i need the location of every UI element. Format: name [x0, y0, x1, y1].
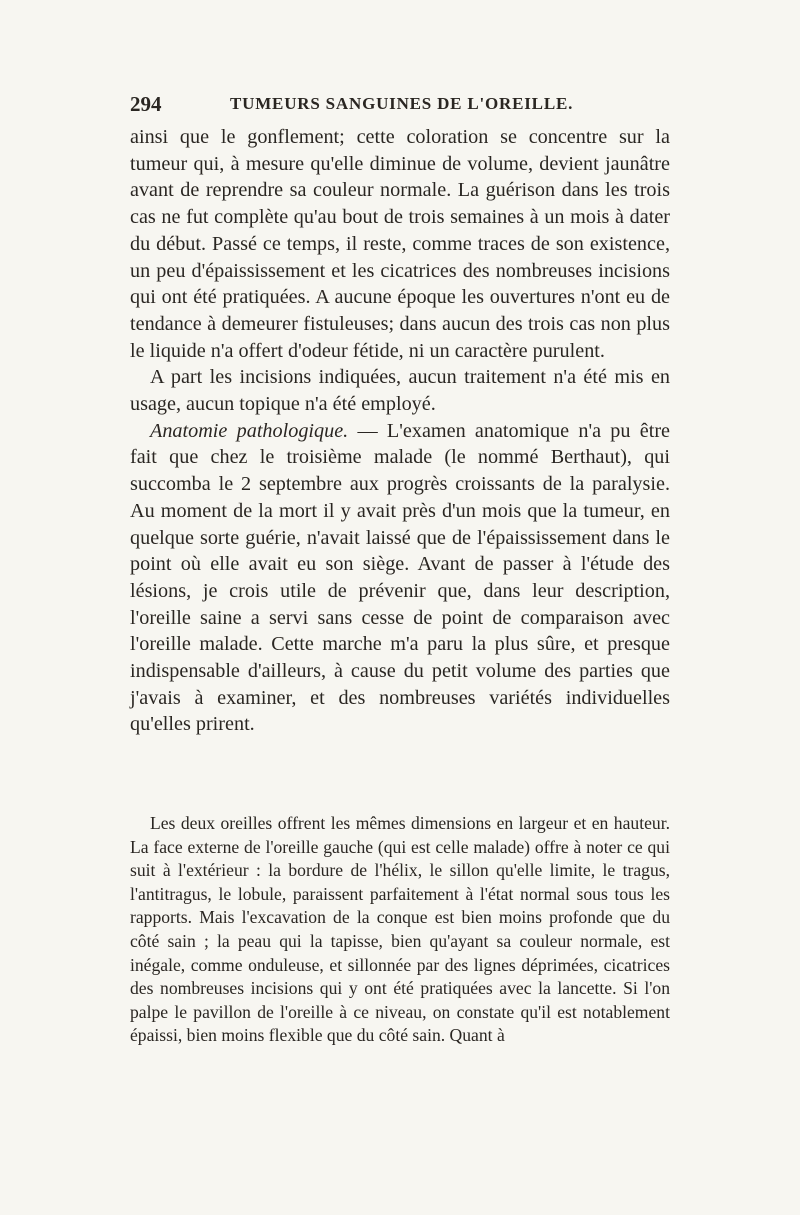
main-text — [130, 124, 670, 738]
page-header — [130, 92, 675, 122]
page-number: 294 — [130, 92, 162, 116]
section-heading-anatomie: Anatomie pathologique. — [150, 419, 349, 442]
paragraph-2: A part les incisions indiquées, aucun traitement n'a été mis en usage, aucun topique n'a été employé. — [130, 366, 670, 416]
paragraph-3 — [130, 418, 670, 738]
paragraph-1: ainsi que le gonflement; cette coloration se concentre sur la tumeur qui, à mesure qu'elle diminue de volume, devient jaunâtre avant de reprendre sa couleur normale. La guérison dans les trois cas ne fut complète qu'au bout de trois semaines à un mois à dater du début. Passé ce temps, il reste, comme traces de son existence, un peu d'épaississement et les cicatrices des nombreuses incisions qui ont été pratiquées. A aucune époque les ouvertures n'ont eu de tendance à demeurer fistuleuses; dans aucun des trois cas non plus le liquide n'a offert d'odeur fétide, ni un caractère purulent. — [130, 126, 670, 362]
paragraph-4: Les deux oreilles offrent les mêmes dimensions en largeur et en hauteur. La face externe de l'oreille gauche (qui est celle malade) offre à noter ce qui suit à l'extérieur : la bordure de l'hélix, le sillon qu'elle limite, le tragus, l'antitragus, le lobule, paraissent parfaitement à l'état normal sous tous les rapports. Mais l'excavation de la conque est bien moins profonde que du côté sain ; la peau qui la tapisse, bien qu'ayant sa couleur normale, est inégale, comme onduleuse, et sillonnée par des lignes déprimées, cicatrices des nombreuses incisions qui y ont été pratiquées avec la lancette. Si l'on palpe le pavillon de l'oreille à ce niveau, on constate qu'il est notablement épaissi, bien moins flexible que du côté sain. Quant à — [130, 813, 670, 1046]
paragraph-3-body: — L'examen anatomique n'a pu être fait que chez le troisième malade (le nommé Berthaut), qui succomba le 2 septembre aux progrès croissants de la paralysie. Au moment de la mort il y avait près d'un mois que la tumeur, en quelque sorte guérie, n'avait laissé que de l'épaississement dans le point où elle avait eu son siège. Avant de passer à l'étude des lésions, je crois utile de prévenir que, dans leur description, l'oreille saine a servi sans cesse de point de comparaison avec l'oreille malade. Cette marche m'a paru la plus sûre, et presque indispensable d'ailleurs, à cause du petit volume des parties que j'avais à examiner, et des nombreuses variétés individuelles qu'elles prirent. — [130, 419, 671, 736]
small-print-text — [130, 812, 670, 1048]
running-title: TUMEURS SANGUINES DE L'OREILLE. — [230, 94, 574, 113]
